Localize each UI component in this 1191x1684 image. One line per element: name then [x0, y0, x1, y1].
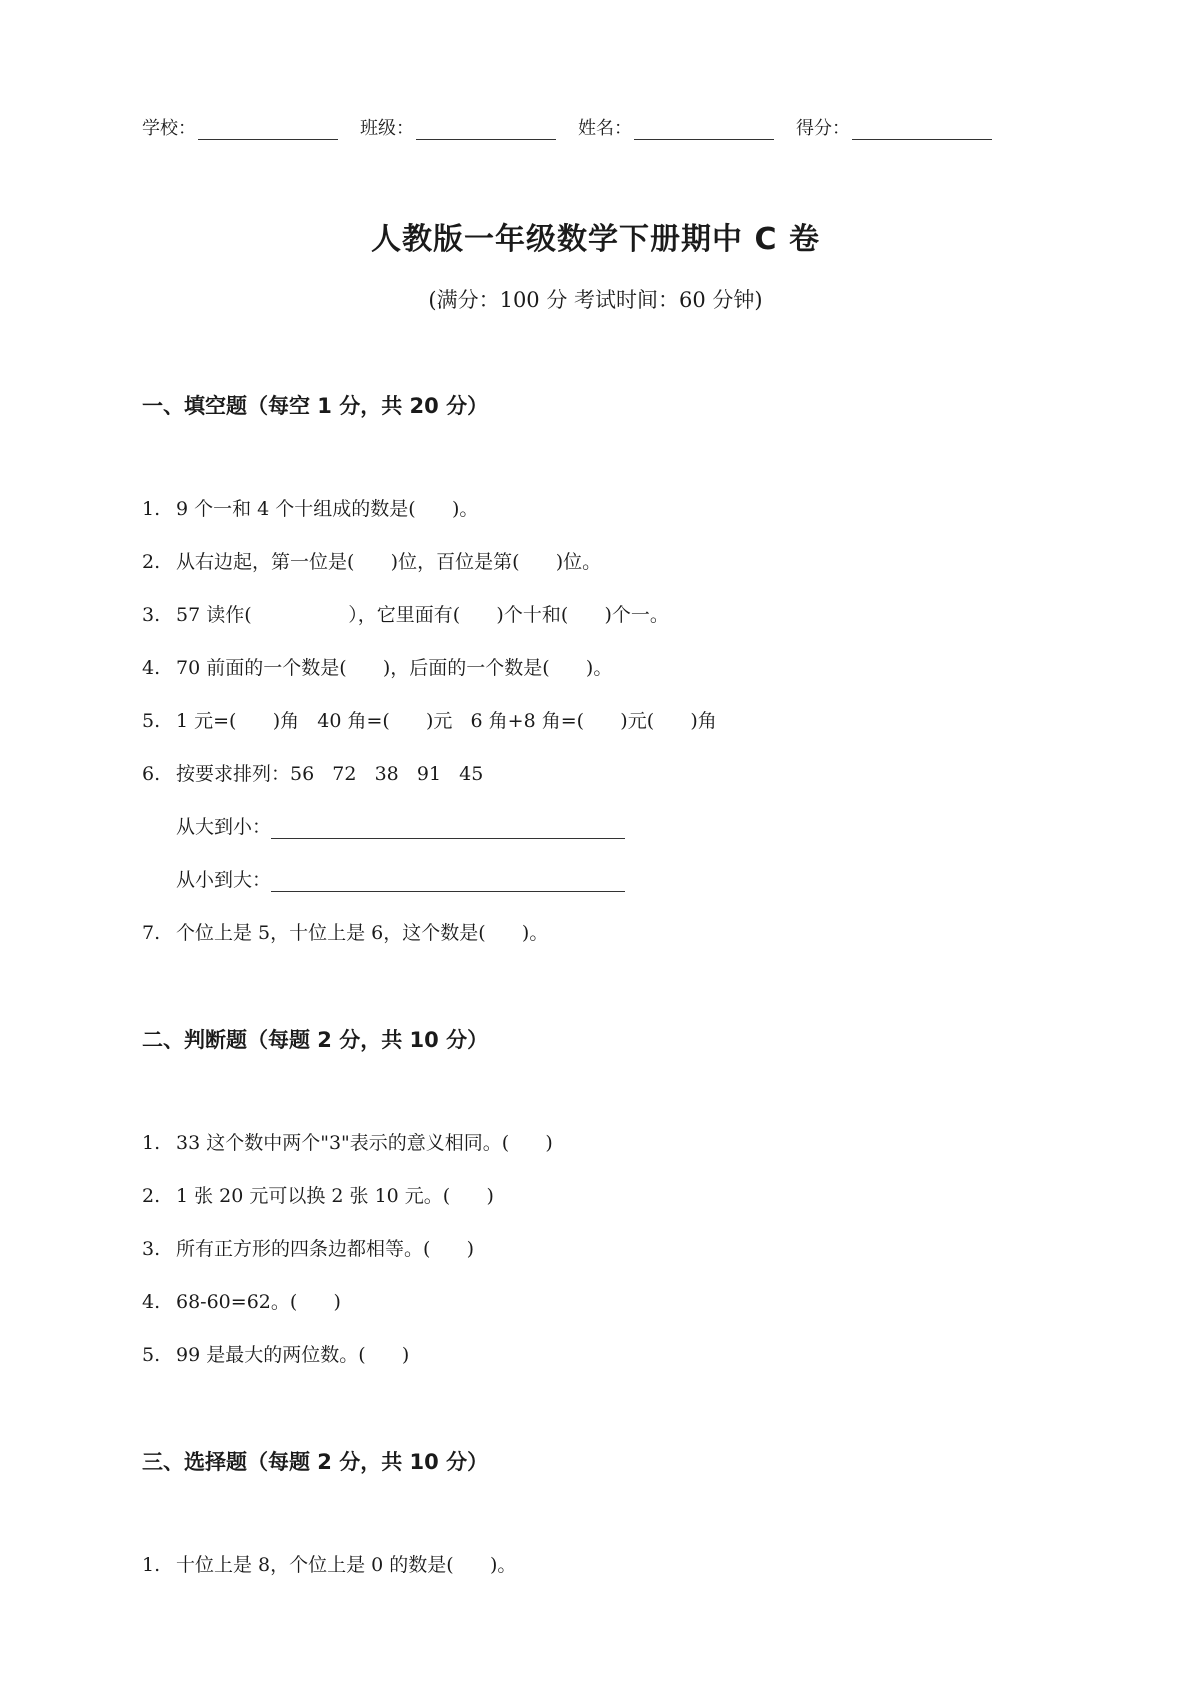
question-number: 6.: [142, 763, 161, 785]
question-text: 从右边起，第一位是( )位，百位是第( )位。: [176, 551, 602, 573]
question-text: 9 个一和 4 个十组成的数是( )。: [176, 498, 479, 520]
question-number: 7.: [142, 922, 161, 944]
section3-heading: 三、选择题（每题 2 分，共 10 分）: [142, 1450, 489, 1474]
s1-question-4: [142, 653, 612, 680]
question-text: 70 前面的一个数是( )，后面的一个数是( )。: [176, 657, 613, 679]
question-text: 所有正方形的四条边都相等。( ): [176, 1238, 475, 1260]
name-blank[interactable]: [634, 123, 774, 140]
sort-desc-label: 从大到小：: [176, 816, 272, 838]
question-number: 4.: [142, 657, 161, 679]
question-number: 3.: [142, 604, 161, 626]
question-text: 个位上是 5，十位上是 6，这个数是( )。: [176, 922, 549, 944]
exam-title: 人教版一年级数学下册期中 C 卷: [371, 222, 820, 257]
score-label: 得分：: [796, 118, 850, 139]
question-text: 33 这个数中两个"3"表示的意义相同。( ): [176, 1132, 553, 1154]
school-field: [142, 114, 338, 140]
question-text: 按要求排列：56 72 38 91 45: [176, 763, 484, 785]
s2-question-4: [142, 1287, 341, 1314]
question-number: 1.: [142, 498, 161, 520]
s2-question-1: [142, 1128, 553, 1155]
question-text: 57 读作( ），它里面有( )个十和( )个一。: [176, 604, 669, 626]
s2-question-2: [142, 1181, 494, 1208]
s1-question-1: [142, 494, 478, 521]
question-text: 1 张 20 元可以换 2 张 10 元。( ): [176, 1185, 494, 1207]
question-number: 5.: [142, 710, 161, 732]
class-blank[interactable]: [416, 123, 556, 140]
sort-desc-blank[interactable]: [271, 820, 625, 839]
section2-heading: 二、判断题（每题 2 分，共 10 分）: [142, 1028, 489, 1052]
question-text: 十位上是 8，个位上是 0 的数是( )。: [176, 1554, 517, 1576]
section1-heading: 一、填空题（每空 1 分，共 20 分）: [142, 394, 489, 418]
question-number: 5.: [142, 1344, 161, 1366]
name-field: [578, 114, 774, 140]
question-number: 2.: [142, 1185, 161, 1207]
s1-question-5: [142, 706, 717, 733]
question-number: 2.: [142, 551, 161, 573]
sort-asc-label: 从小到大：: [176, 869, 272, 891]
question-text: 1 元=( )角 40 角=( )元 6 角+8 角=( )元( )角: [176, 710, 717, 732]
s3-question-1: [142, 1550, 516, 1577]
score-blank[interactable]: [852, 123, 992, 140]
school-label: 学校：: [142, 118, 196, 139]
student-info-row: [142, 114, 1014, 140]
s1-question-3: [142, 600, 669, 627]
s1-question-6: [142, 759, 483, 786]
class-label: 班级：: [360, 118, 414, 139]
sort-asc-line: [176, 865, 625, 892]
score-field: [796, 114, 992, 140]
question-number: 1.: [142, 1554, 161, 1576]
school-blank[interactable]: [198, 123, 338, 140]
s2-question-3: [142, 1234, 474, 1261]
s1-question-2: [142, 547, 601, 574]
question-number: 4.: [142, 1291, 161, 1313]
question-number: 1.: [142, 1132, 161, 1154]
exam-subtitle: (满分：100 分 考试时间：60 分钟): [428, 288, 763, 312]
question-text: 99 是最大的两位数。( ): [176, 1344, 410, 1366]
name-label: 姓名：: [578, 118, 632, 139]
question-number: 3.: [142, 1238, 161, 1260]
class-field: [360, 114, 556, 140]
s1-question-7: [142, 918, 548, 945]
s2-question-5: [142, 1340, 409, 1367]
sort-desc-line: [176, 812, 625, 839]
question-text: 68-60=62。( ): [176, 1291, 341, 1313]
sort-asc-blank[interactable]: [271, 873, 625, 892]
